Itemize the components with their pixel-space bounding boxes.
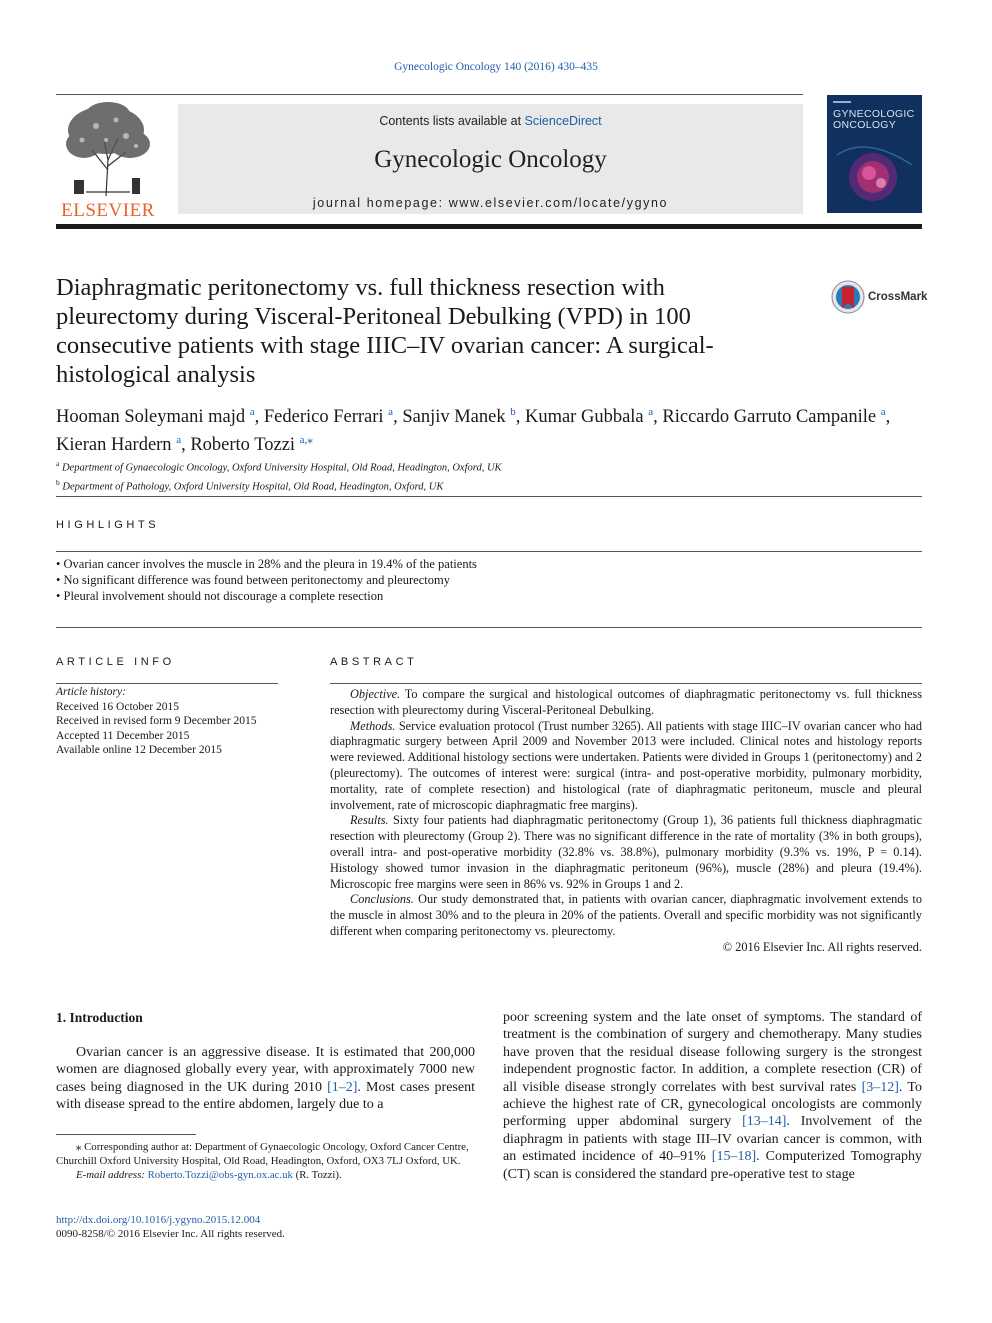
author-name[interactable]: Roberto Tozzi [190, 435, 296, 456]
crossmark-label: CrossMark [868, 291, 928, 303]
citation-link[interactable]: [1–2] [327, 1079, 358, 1095]
doi-link[interactable]: http://dx.doi.org/10.1016/j.ygyno.2015.12.004 [56, 1214, 261, 1226]
abstract-body [330, 687, 922, 956]
journal-cover-image[interactable] [827, 95, 922, 213]
affiliations [56, 457, 926, 494]
author-affiliation-marker[interactable]: a [176, 434, 182, 447]
corresponding-author-note: ⁎ Corresponding author at: Department of Gynaecologic Oncology, Oxford Cancer Centre, Churchill Oxford University Hospital, Old Road, Headington, Oxford, OX3 7LJ Oxford, UK. [56, 1141, 469, 1167]
body-column-right [503, 1009, 922, 1183]
author-affiliation-marker[interactable]: a [880, 406, 886, 418]
highlights-heading: HIGHLIGHTS [56, 519, 160, 531]
header-thick-rule [56, 224, 922, 229]
sciencedirect-link[interactable]: ScienceDirect [524, 114, 602, 128]
abstract-section-label: Objective. [350, 687, 401, 701]
crossmark-icon [831, 280, 865, 314]
affiliation-item: $^b$ Department of Pathology, Oxford University Hospital, Old Road, Headington, Oxford, UK [56, 477, 444, 492]
article-history [56, 685, 296, 758]
contents-line [178, 114, 803, 128]
article-history-label: Article history: [56, 686, 126, 698]
divider-rule [56, 496, 922, 497]
author-affiliation-marker[interactable]: a [648, 406, 654, 418]
highlight-item: • No significant difference was found between peritonectomy and pleurectomy [56, 573, 450, 587]
section-heading-introduction: 1. Introduction [56, 1010, 143, 1025]
abstract-text: To compare the surgical and histological outcomes of diaphragmatic peritonectomy vs. full thickness resection with pleurectomy during Visceral-Peritoneal Debulking. [330, 687, 922, 717]
author-list: Hooman Soleymani majd $^a$, Federico Ferrari $^a$, Sanjiv Manek $^b$, Kumar Gubbala $^a$, Riccardo Garruto Campanile $^a$, Kieran Hardern $^a$, Roberto Tozzi $^{a,⁎}$ [56, 406, 891, 456]
article-info-rule [56, 683, 278, 684]
history-item: Available online 12 December 2015 [56, 744, 222, 756]
abstract-text: Service evaluation protocol (Trust number 3265). All patients with stage IIIC–IV ovarian cancer who had diaphragmatic surgery between April 2009 and November 2013 were included. Clinical notes and histology reports were reviewed. Additional histology sections were undertaken. Patients were divided in Groups 1 (peritonectomy) and 2 (pleurectomy). The outcomes of interest were: surgical (intra- and post-operative morbidity, pulmonary morbidity, mortality, rate of complete resection) and histological (rate of diaphragmatic peritoneum, muscle and pleural involvement, rate of microscopic diaphragmatic free margins). [330, 718, 922, 812]
author-affiliation-marker[interactable]: a [249, 406, 255, 418]
email-line [56, 1168, 475, 1182]
footnote [56, 1140, 475, 1182]
email-suffix: (R. Tozzi). [292, 1169, 342, 1181]
abstract-heading: ABSTRACT [330, 656, 418, 668]
abstract-section-label: Conclusions. [350, 892, 414, 907]
journal-header-box [178, 104, 803, 214]
highlight-item: • Pleural involvement should not discourage a complete resection [56, 589, 384, 603]
footnote-rule [56, 1134, 196, 1135]
citation-link[interactable]: [13–14] [742, 1114, 787, 1130]
affiliation-item: $^a$ Department of Gynaecologic Oncology, Oxford University Hospital, Old Road, Headington, Oxford, UK [56, 459, 502, 474]
abstract-paragraph [330, 813, 922, 892]
abstract-section-label: Results. [350, 813, 389, 828]
contents-prefix: Contents lists available at [379, 114, 525, 128]
article-info-heading: ARTICLE INFO [56, 656, 175, 668]
elsevier-wordmark: ELSEVIER [61, 200, 155, 221]
author-name[interactable]: Sanjiv Manek [402, 407, 506, 428]
email-link[interactable]: Roberto.Tozzi@obs-gyn.ox.ac.uk [147, 1169, 293, 1181]
abstract-text: Sixty four patients had diaphragmatic peritonectomy (Group 1), 36 patients full thickness diaphragmatic resection with pleurectomy (Group 2). There was no significant difference in the rate of mortality (3% in both groups), overall intra- and post-operative morbidity (32.8% vs. 38.8%), pulmonary morbidity (9.3% vs. 19%, P = 0.14). Histology showed tumor invasion in the diaphragmatic peritoneum (96%), muscle (28%) and pleura (19.4%). Microscopic free margins were seen in 86% vs. 92% in Groups 1 and 2. [330, 813, 922, 891]
author-name[interactable]: Federico Ferrari [263, 407, 384, 428]
abstract-paragraph [330, 687, 922, 719]
highlight-item: • Ovarian cancer involves the muscle in 28% and the pleura in 19.4% of the patients [56, 557, 477, 571]
crossmark-badge[interactable] [831, 280, 931, 316]
journal-title: Gynecologic Oncology [374, 146, 607, 173]
header-top-rule [56, 94, 803, 95]
author-name[interactable]: Hooman Soleymani majd [56, 407, 246, 428]
author-affiliation-marker[interactable]: a,⁎ [299, 434, 313, 447]
journal-homepage[interactable]: journal homepage: www.elsevier.com/locate/ygyno [312, 196, 669, 210]
email-label: E-mail address: [76, 1169, 145, 1181]
divider-rule [56, 551, 922, 552]
abstract-rule [330, 683, 922, 684]
affiliation-marker: b [56, 477, 60, 487]
body-column-left [56, 1044, 475, 1114]
citation-link[interactable]: [15–18] [711, 1149, 757, 1165]
abstract-paragraph [330, 892, 922, 939]
elsevier-tree-logo-icon[interactable] [56, 100, 160, 221]
article-title: Diaphragmatic peritonectomy vs. full thickness resection with pleurectomy during Visceral-Peritoneal Debulking (VPD) in 100 consecutive patients with stage IIIC–IV ovarian cancer: A surgical-histological analysis [56, 274, 714, 388]
abstract-paragraph [330, 719, 922, 814]
divider-rule [56, 627, 922, 628]
journal-reference[interactable]: Gynecologic Oncology 140 (2016) 430–435 [394, 61, 598, 73]
abstract-text: Our study demonstrated that, in patients with ovarian cancer, diaphragmatic involvement extends to the muscle in almost 30% and to the pleura in 20% of the patients. Overall and specific morbidity was not significantly different when comparing peritonectomy vs. pleurectomy. [330, 892, 922, 938]
body-paragraph: Ovarian cancer is an aggressive disease. It is estimated that 200,000 women are diagnosed globally every year, with approximately 7000 new cases being diagnosed in the UK during 2010 [1–2]. Most cases present with disease spread to the entire abdomen, largely due to a [56, 1045, 475, 1113]
history-item: Received 16 October 2015 [56, 700, 179, 713]
history-item: Received in revised form 9 December 2015 [56, 715, 257, 727]
author-name[interactable]: Riccardo Garruto Campanile [662, 407, 877, 428]
abstract-section-label: Methods. [350, 718, 396, 733]
copyright-notice: © 2016 Elsevier Inc. All rights reserved. [722, 939, 922, 954]
body-paragraph: poor screening system and the late onset of symptoms. The standard of treatment is the combination of surgery and chemotherapy. Many studies have proven that the residual disease following surgery is the strongest independent prognostic factor. In addition, a complete resection (CR) of all visible disease strongly correlates with best survival rates [3–12]. To achieve the highest rate of CR, gynecological oncologists are commonly performing upper abdominal surgery [13–14]. Involvement of the diaphragm in patients with stage III–IV ovarian cancer is common, with an estimated incidence of 40–91% [15–18]. Computerized Tomography (CT) scan is considered the standard pre-operative test to stage [503, 1010, 922, 1182]
issn-line: 0090-8258/© 2016 Elsevier Inc. All rights reserved. [56, 1228, 285, 1240]
author-affiliation-marker[interactable]: b [510, 406, 516, 418]
tree-icon [56, 100, 160, 198]
affiliation-marker: a [56, 459, 60, 468]
author-name[interactable]: Kumar Gubbala [524, 407, 644, 428]
citation-link[interactable]: [3–12] [861, 1079, 899, 1095]
journal-masthead [56, 94, 922, 228]
cover-title: GYNECOLOGIC ONCOLOGY [833, 108, 915, 131]
author-name[interactable]: Kieran Hardern [56, 435, 172, 456]
history-item: Accepted 11 December 2015 [56, 729, 190, 742]
highlights-list [56, 556, 922, 604]
author-affiliation-marker[interactable]: a [388, 406, 394, 418]
